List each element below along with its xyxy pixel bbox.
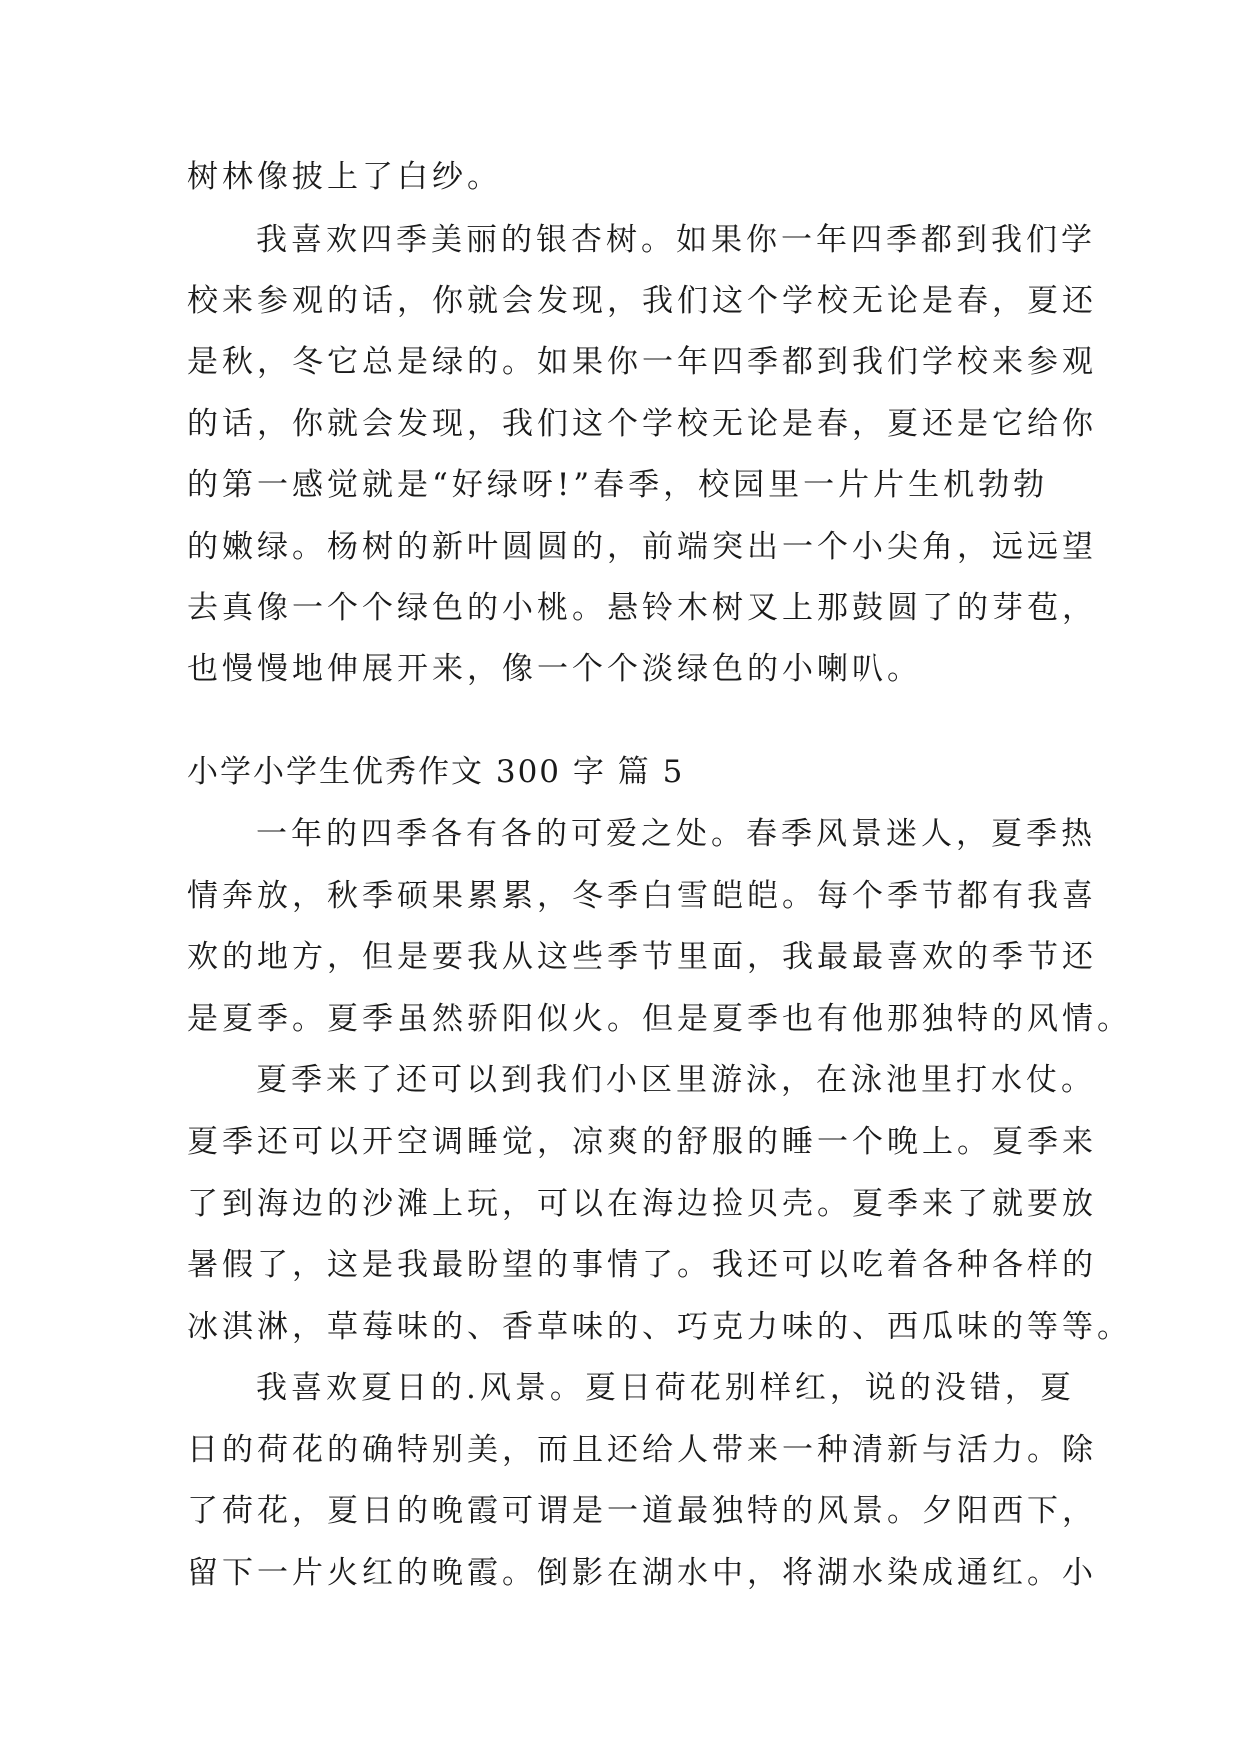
paragraph-line: 一年的四季各有各的可爱之处。春季风景迷人，夏季热 (256, 816, 1096, 852)
paragraph-line: 夏季还可以开空调睡觉，凉爽的舒服的睡一个晚上。夏季来 (187, 1124, 1097, 1160)
paragraph-line: 也慢慢地伸展开来，像一个个淡绿色的小喇叭。 (187, 651, 922, 687)
paragraph-line: 了到海边的沙滩上玩，可以在海边捡贝壳。夏季来了就要放 (187, 1186, 1097, 1222)
paragraph-line: 冰淇淋，草莓味的、香草味的、巧克力味的、西瓜味的等等。 (187, 1309, 1132, 1345)
paragraph-line: 情奔放，秋季硕果累累，冬季白雪皑皑。每个季节都有我喜 (187, 878, 1097, 914)
paragraph-line: 夏季来了还可以到我们小区里游泳，在泳池里打水仗。 (256, 1062, 1096, 1098)
paragraph-line: 欢的地方，但是要我从这些季节里面，我最最喜欢的季节还 (187, 939, 1097, 975)
paragraph-line: 树林像披上了白纱。 (187, 159, 502, 195)
paragraph-line: 是夏季。夏季虽然骄阳似火。但是夏季也有他那独特的风情。 (187, 1001, 1132, 1037)
paragraph-line: 我喜欢夏日的.风景。夏日荷花别样红，说的没错，夏 (256, 1370, 1075, 1406)
paragraph-line: 留下一片火红的晚霞。倒影在湖水中，将湖水染成通红。小 (187, 1555, 1097, 1591)
paragraph-line: 的话，你就会发现，我们这个学校无论是春，夏还是它给你 (187, 406, 1097, 442)
paragraph-line: 是秋，冬它总是绿的。如果你一年四季都到我们学校来参观 (187, 344, 1097, 380)
paragraph-line: 我喜欢四季美丽的银杏树。如果你一年四季都到我们学 (256, 222, 1096, 258)
paragraph-line: 的第一感觉就是“好绿呀!”春季，校园里一片片生机勃勃 (187, 467, 1049, 503)
paragraph-line: 去真像一个个绿色的小桃。悬铃木树叉上那鼓圆了的芽苞， (187, 590, 1097, 626)
paragraph-line: 日的荷花的确特别美，而且还给人带来一种清新与活力。除 (187, 1432, 1097, 1468)
section-heading: 小学小学生优秀作文 300 字 篇 5 (187, 754, 685, 790)
paragraph-line: 了荷花，夏日的晚霞可谓是一道最独特的风景。夕阳西下， (187, 1493, 1097, 1529)
paragraph-line: 的嫩绿。杨树的新叶圆圆的，前端突出一个小尖角，远远望 (187, 529, 1097, 565)
paragraph-line: 暑假了，这是我最盼望的事情了。我还可以吃着各种各样的 (187, 1247, 1097, 1283)
paragraph-line: 校来参观的话，你就会发现，我们这个学校无论是春，夏还 (187, 283, 1097, 319)
